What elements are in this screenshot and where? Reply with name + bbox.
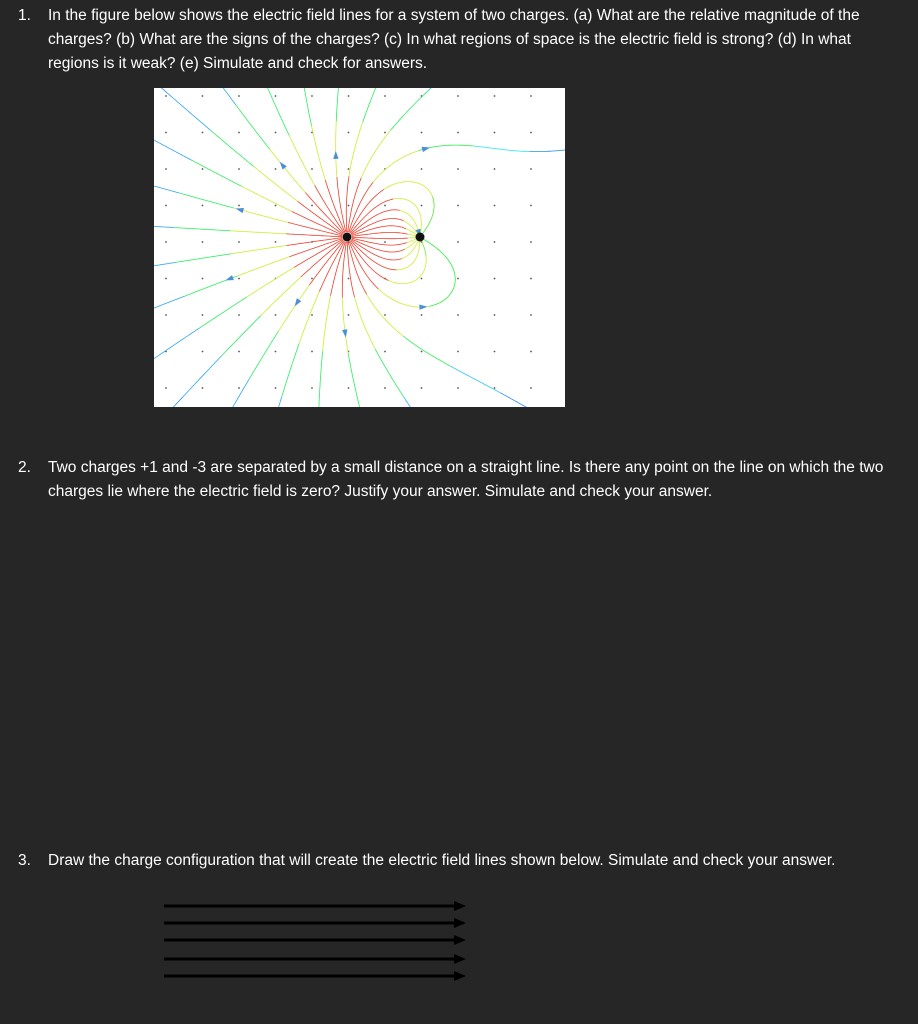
question-number: 3. [18,852,31,869]
line-arrowhead [454,918,466,928]
field-line [237,257,289,276]
grid-dot [421,387,423,389]
field-line [347,242,354,297]
grid-dot [530,351,532,353]
field-line [273,397,282,407]
grid-dot [238,205,240,207]
field-line [323,296,331,351]
field-line [384,182,432,197]
grid-dot [165,278,167,280]
field-line [342,298,348,354]
field-line [350,199,393,233]
field-line [421,240,426,256]
grid-dot [275,205,277,207]
field-line [192,160,242,186]
grid-dot [457,205,459,207]
grid-dot [530,205,532,207]
field-line [363,88,384,122]
grid-dot [311,95,313,97]
field-arrowhead [422,147,430,152]
grid-dot [421,351,423,353]
field-line [474,146,530,152]
grid-dot [165,168,167,170]
field-line [183,356,221,397]
field-line [236,105,270,149]
grid-dot [530,168,532,170]
field-line [373,151,418,183]
field-line [222,316,261,356]
grid-dot [238,278,240,280]
field-line [266,88,289,136]
grid-dot [348,278,350,280]
grid-dot [238,95,240,97]
grid-dot [421,314,423,316]
field-line [299,291,319,343]
line-arrowhead [454,935,466,945]
grid-dot [275,168,277,170]
field-line [407,238,417,242]
field-line [361,130,390,178]
grid-dot [421,205,423,207]
grid-dot [202,278,204,280]
field-line [154,262,176,269]
grid-dot [202,314,204,316]
electric-field-lines-figure [154,88,565,407]
field-line [336,121,337,177]
field-line [242,186,292,211]
grid-dot [275,387,277,389]
grid-dot [238,168,240,170]
grid-dot [530,241,532,243]
charge-small [416,233,425,242]
question-number: 2. [18,459,31,476]
grid-dot [457,168,459,170]
field-line [404,397,424,407]
question-text: Two charges +1 and -3 are separated by a small distance on a straight line. Is there any point on the line on which the two charges lie where the electric field is zero? Justify your answer. Simulate and check your answer. [48,459,884,500]
field-line [261,277,301,316]
field-line [500,393,549,407]
grid-dot [348,168,350,170]
field-line [404,336,451,366]
grid-dot [275,351,277,353]
grid-dot [494,241,496,243]
field-lines-svg [154,88,565,407]
line-arrowhead [454,901,466,911]
grid-dot [311,314,313,316]
field-line [348,353,360,407]
field-arrowhead [419,305,427,310]
grid-dot [165,95,167,97]
field-arrowhead [342,329,347,337]
field-line [355,297,376,349]
grid-dot [348,314,350,316]
field-line [375,349,404,397]
field-line [301,88,311,126]
field-line [270,149,306,192]
field-line [352,226,406,236]
field-line [155,397,184,407]
question-text: In the figure below shows the electric field lines for a system of two charges. (a) What are the relative magnitude of the charges? (b) What are the signs of the charges? (c) In what regions of space is the electric field is strong? (d) In what regions is it weak? (e) Simulate and check for answers. [48,7,860,72]
field-line [154,134,192,160]
field-line [154,225,174,227]
parallel-lines-svg [160,896,470,986]
grid-dot [421,168,423,170]
grid-dot [530,314,532,316]
field-arrowhead [333,151,338,159]
field-line [391,90,430,131]
grid-dot [384,241,386,243]
field-line [530,147,566,151]
parallel-field-lines-figure [160,896,470,986]
field-line [429,88,453,90]
field-line [168,94,210,131]
field-line [174,228,230,231]
grid-dot [165,314,167,316]
grid-dot [311,168,313,170]
grid-dot [202,95,204,97]
field-line [176,254,231,262]
grid-dot [202,132,204,134]
grid-dot [494,314,496,316]
grid-dot [275,95,277,97]
grid-dot [348,132,350,134]
field-line [231,246,286,254]
grid-dot [494,351,496,353]
field-line [154,88,168,94]
grid-dot [384,132,386,134]
grid-dot [348,205,350,207]
grid-dot [238,314,240,316]
field-line [247,267,294,297]
grid-dot [165,241,167,243]
field-line [286,234,342,237]
field-line [221,379,249,407]
field-line [429,265,455,307]
field-line [154,180,180,193]
line-arrowhead [454,954,466,964]
grid-dot [202,205,204,207]
field-line [154,328,200,359]
grid-dot [421,278,423,280]
field-line [346,176,349,232]
grid-dot [311,205,313,207]
field-line [200,297,247,328]
field-line [408,237,416,238]
field-line [351,210,400,234]
grid-dot [384,387,386,389]
grid-dot [530,132,532,134]
field-line [378,289,429,307]
grid-dot [165,132,167,134]
field-line [312,126,326,180]
field-arrowhead [226,275,234,280]
field-line [208,88,235,105]
line-arrowhead [454,971,466,981]
field-line [154,296,185,316]
field-line [351,240,402,260]
field-line [349,122,363,176]
field-arrowhead [295,298,302,306]
grid-dot [238,351,240,353]
grid-dot [530,95,532,97]
grid-dot [275,241,277,243]
grid-dot [202,168,204,170]
field-arrowhead [236,208,244,213]
grid-dot [202,351,204,353]
question-number: 1. [18,7,31,24]
grid-dot [384,314,386,316]
field-line [211,131,254,167]
grid-dot [238,387,240,389]
grid-dot [238,241,240,243]
grid-dot [494,205,496,207]
grid-dot [494,168,496,170]
field-line [282,344,299,397]
grid-dot [311,387,313,389]
field-line [230,231,286,234]
field-line [249,332,278,380]
question-text: Draw the charge configuration that will create the electric field lines shown below. Simulate and check your answer. [48,852,836,869]
grid-dot [457,132,459,134]
grid-dot [275,132,277,134]
field-line [292,211,343,235]
field-line [319,351,323,407]
field-line [336,88,340,121]
grid-dot [348,95,350,97]
field-line [305,193,343,234]
grid-dot [457,387,459,389]
grid-dot [348,387,350,389]
field-line [180,193,234,208]
grid-dot [494,95,496,97]
field-line [423,239,452,265]
grid-dot [457,351,459,353]
grid-dot [275,314,277,316]
grid-dot [384,95,386,97]
field-line [348,242,367,295]
grid-dot [457,278,459,280]
grid-dot [238,132,240,134]
grid-dot [384,351,386,353]
grid-dot [202,387,204,389]
field-line [350,241,389,280]
grid-dot [384,205,386,207]
grid-dot [457,314,459,316]
grid-dot [311,278,313,280]
grid-dot [457,95,459,97]
grid-dot [165,205,167,207]
grid-dot [530,278,532,280]
grid-dot [457,241,459,243]
grid-dot [165,387,167,389]
grid-dot [494,132,496,134]
field-arrowhead [280,162,287,170]
grid-dot [202,241,204,243]
field-line [352,238,407,245]
field-line [278,285,309,332]
field-line [352,237,408,239]
charge-large [343,233,352,242]
field-line [422,197,434,235]
grid-dot [494,278,496,280]
grid-dot [530,387,532,389]
grid-dot [311,351,313,353]
grid-dot [494,387,496,389]
grid-dot [421,132,423,134]
